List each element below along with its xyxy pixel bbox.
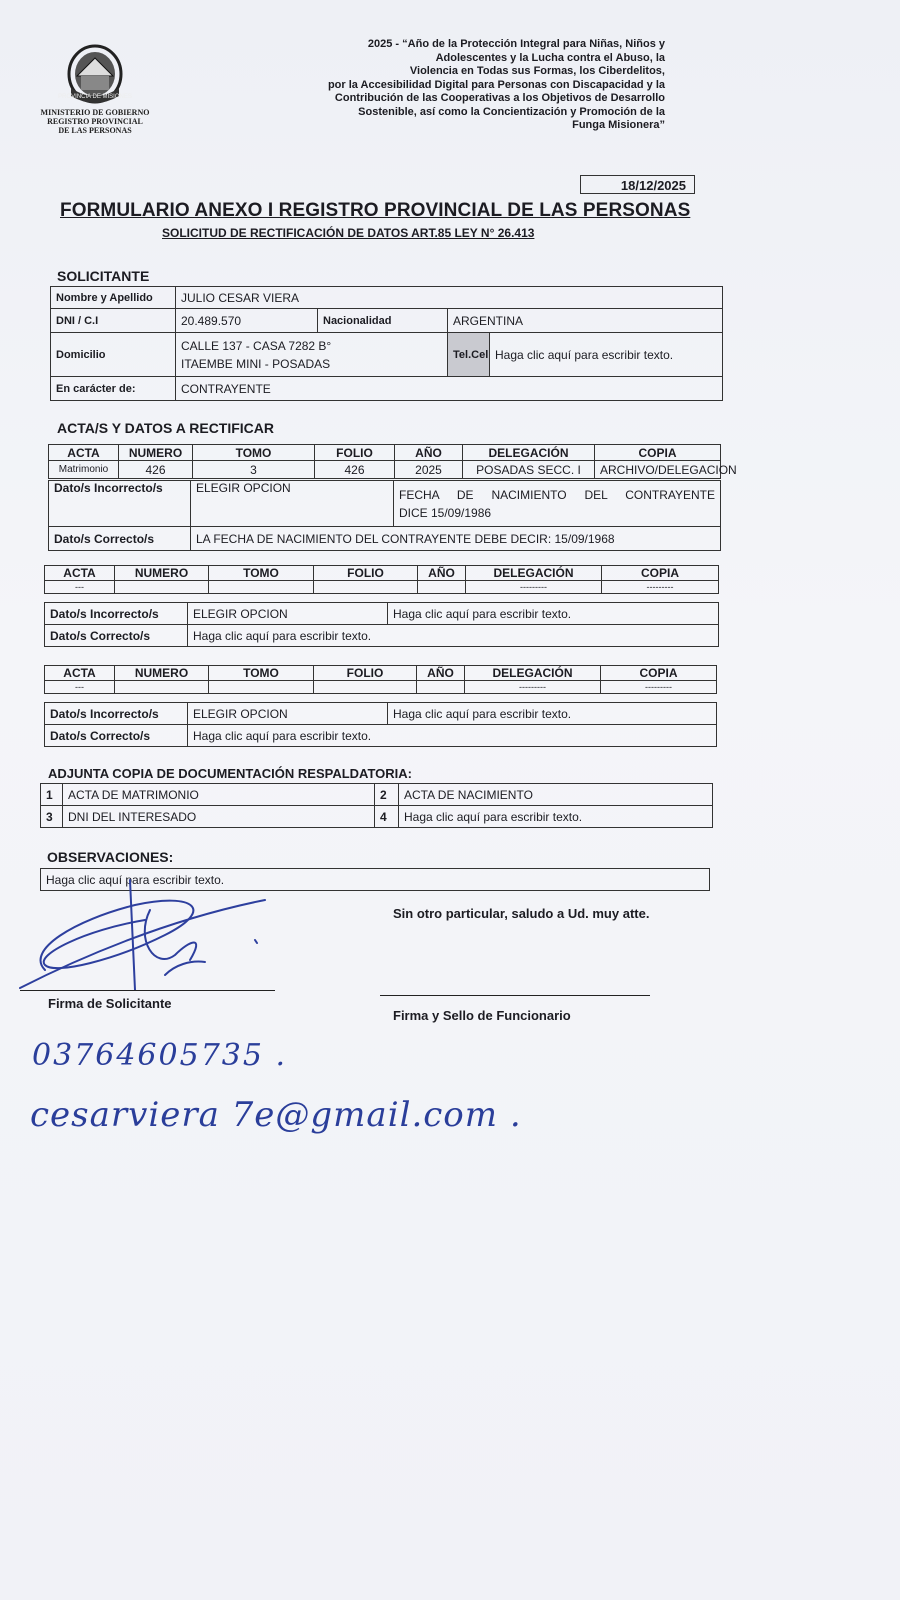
incorrect-data-field[interactable]: Haga clic aquí para escribir texto. xyxy=(388,603,719,625)
incorrect-data-label: Dato/s Incorrecto/s xyxy=(45,703,188,725)
option-dropdown[interactable]: ELEGIR OPCION xyxy=(188,603,388,625)
col-header-folio: FOLIO xyxy=(315,445,395,461)
attachment-field[interactable]: Haga clic aquí para escribir texto. xyxy=(399,806,713,828)
col-header-folio: FOLIO xyxy=(314,566,418,581)
acta-type-field[interactable]: --- xyxy=(45,681,115,694)
provincial-seal-icon xyxy=(58,42,132,108)
ministry-name-line2: REGISTRO PROVINCIAL xyxy=(47,117,143,126)
applicant-table xyxy=(50,286,723,401)
col-header-delegacion: DELEGACIÓN xyxy=(466,566,602,581)
col-header-anio: AÑO xyxy=(417,666,465,681)
certificate-data-table-3 xyxy=(44,702,717,747)
attachment-field[interactable]: ACTA DE MATRIMONIO xyxy=(63,784,375,806)
acta-number-field[interactable] xyxy=(115,581,209,594)
certificate-table-2 xyxy=(44,565,719,594)
incorrect-data-field[interactable]: Haga clic aquí para escribir texto. xyxy=(388,703,717,725)
role-label: En carácter de: xyxy=(51,377,176,401)
acta-copy-field[interactable]: --------- xyxy=(601,681,717,694)
handwritten-phone: 03764605735 . xyxy=(32,1038,288,1073)
nationality-label: Nacionalidad xyxy=(318,309,448,333)
official-signature-line xyxy=(380,995,650,996)
applicant-section-title: SOLICITANTE xyxy=(57,268,150,284)
acta-copy-field[interactable]: --------- xyxy=(602,581,719,594)
form-subtitle: SOLICITUD DE RECTIFICACIÓN DE DATOS ART.85 LEY N° 26.413 xyxy=(162,226,535,240)
acta-year-field[interactable] xyxy=(417,681,465,694)
name-field[interactable]: JULIO CESAR VIERA xyxy=(176,287,723,309)
acta-copy-field[interactable]: ARCHIVO/DELEGACION xyxy=(595,461,721,479)
acta-delegation-field[interactable]: POSADAS SECC. I xyxy=(463,461,595,479)
address-field[interactable] xyxy=(176,333,448,377)
correct-data-label: Dato/s Correcto/s xyxy=(45,725,188,747)
name-label: Nombre y Apellido xyxy=(51,287,176,309)
motto-line: Sostenible, así como la Concientización y Promoción de la xyxy=(358,105,665,118)
motto-line: Contribución de las Cooperativas a los Objetivos de Desarrollo xyxy=(334,92,665,104)
applicant-signature-line xyxy=(20,990,275,991)
col-header-acta: ACTA xyxy=(45,666,115,681)
col-header-numero: NUMERO xyxy=(115,566,209,581)
motto-line: Violencia en Todas sus Formas, los Ciberdelitos, xyxy=(409,65,665,77)
applicant-signature-label: Firma de Solicitante xyxy=(48,996,172,1011)
address-label: Domicilio xyxy=(51,333,176,377)
date-field[interactable]: 18/12/2025 xyxy=(580,175,695,194)
observations-section-title: OBSERVACIONES: xyxy=(47,849,174,865)
attachment-field[interactable]: DNI DEL INTERESADO xyxy=(63,806,375,828)
certificates-section-title: ACTA/S Y DATOS A RECTIFICAR xyxy=(57,420,275,436)
attachments-table xyxy=(40,783,713,828)
col-header-anio: AÑO xyxy=(395,445,463,461)
acta-year-field[interactable] xyxy=(418,581,466,594)
acta-delegation-field[interactable]: --------- xyxy=(465,681,601,694)
col-header-tomo: TOMO xyxy=(209,666,314,681)
official-signature-label: Firma y Sello de Funcionario xyxy=(393,1008,571,1023)
certificate-data-table-1 xyxy=(48,480,721,551)
acta-delegation-field[interactable]: --------- xyxy=(466,581,602,594)
year-motto xyxy=(300,38,665,133)
logo-text: PROVINCIA DE MISIONES xyxy=(58,94,132,100)
option-dropdown[interactable]: ELEGIR OPCION xyxy=(191,481,394,527)
correct-data-label: Dato/s Correcto/s xyxy=(45,625,188,647)
motto-line: 2025 - “Año de la Protección Integral para Niñas, Niños y xyxy=(367,38,665,50)
col-header-tomo: TOMO xyxy=(193,445,315,461)
col-header-copia: COPIA xyxy=(602,566,719,581)
col-header-numero: NUMERO xyxy=(115,666,209,681)
attachment-number: 3 xyxy=(41,806,63,828)
form-title: FORMULARIO ANEXO I REGISTRO PROVINCIAL DE LAS PERSONAS xyxy=(60,200,691,221)
acta-number-field[interactable] xyxy=(115,681,209,694)
dni-field[interactable]: 20.489.570 xyxy=(176,309,318,333)
attachment-number: 1 xyxy=(41,784,63,806)
acta-tomo-field[interactable]: 3 xyxy=(193,461,315,479)
acta-tomo-field[interactable] xyxy=(209,681,314,694)
col-header-copia: COPIA xyxy=(595,445,721,461)
certificate-table-1 xyxy=(48,444,737,479)
certificate-table-3 xyxy=(44,665,717,694)
acta-folio-field[interactable] xyxy=(314,681,417,694)
col-header-numero: NUMERO xyxy=(119,445,193,461)
motto-line: Funga Misionera” xyxy=(572,119,665,131)
correct-data-field[interactable]: Haga clic aquí para escribir texto. xyxy=(188,625,719,647)
observations-field[interactable]: Haga clic aquí para escribir texto. xyxy=(41,869,710,891)
ministry-name-line1: MINISTERIO DE GOBIERNO xyxy=(40,108,150,117)
col-header-delegacion: DELEGACIÓN xyxy=(465,666,601,681)
col-header-acta: ACTA xyxy=(45,566,115,581)
acta-year-field[interactable]: 2025 xyxy=(395,461,463,479)
certificate-data-table-2 xyxy=(44,602,719,647)
acta-type-field[interactable]: --- xyxy=(45,581,115,594)
col-header-folio: FOLIO xyxy=(314,666,417,681)
phone-field[interactable]: Haga clic aquí para escribir texto. xyxy=(490,333,723,377)
attachment-number: 2 xyxy=(375,784,399,806)
attachments-section-title: ADJUNTA COPIA DE DOCUMENTACIÓN RESPALDATORIA: xyxy=(48,766,412,781)
ministry-name-line3: DE LAS PERSONAS xyxy=(58,126,132,135)
acta-type-field[interactable]: Matrimonio xyxy=(49,461,119,479)
incorrect-data-field[interactable] xyxy=(394,481,721,527)
acta-tomo-field[interactable] xyxy=(209,581,314,594)
closing-text: Sin otro particular, saludo a Ud. muy atte. xyxy=(393,906,650,921)
incorrect-data-line: FECHA DE NACIMIENTO DEL CONTRAYENTE xyxy=(399,487,715,502)
motto-line: por la Accesibilidad Digital para Personas con Discapacidad y la xyxy=(327,78,665,91)
dni-label: DNI / C.I xyxy=(51,309,176,333)
nationality-field[interactable]: ARGENTINA xyxy=(448,309,723,333)
correct-data-label: Dato/s Correcto/s xyxy=(49,527,191,551)
handwritten-email: cesarviera 7e@gmail.com . xyxy=(30,1095,522,1135)
address-line: ITAEMBE MINI - POSADAS xyxy=(181,356,331,371)
ministry-logo-block xyxy=(30,42,160,135)
incorrect-data-label: Dato/s Incorrecto/s xyxy=(49,481,191,527)
correct-data-field[interactable]: LA FECHA DE NACIMIENTO DEL CONTRAYENTE DEBE DECIR: 15/09/1968 xyxy=(191,527,721,551)
attachment-field[interactable]: ACTA DE NACIMIENTO xyxy=(399,784,713,806)
col-header-tomo: TOMO xyxy=(209,566,314,581)
col-header-delegacion: DELEGACIÓN xyxy=(463,445,595,461)
motto-line: Adolescentes y la Lucha contra el Abuso, la xyxy=(435,51,665,64)
incorrect-data-label: Dato/s Incorrecto/s xyxy=(45,603,188,625)
option-dropdown[interactable]: ELEGIR OPCION xyxy=(188,703,388,725)
address-line: CALLE 137 - CASA 7282 B° xyxy=(181,338,332,353)
role-field[interactable]: CONTRAYENTE xyxy=(176,377,723,401)
acta-number-field[interactable]: 426 xyxy=(119,461,193,479)
attachment-number: 4 xyxy=(375,806,399,828)
acta-folio-field[interactable]: 426 xyxy=(315,461,395,479)
col-header-acta: ACTA xyxy=(49,445,119,461)
col-header-anio: AÑO xyxy=(418,566,466,581)
col-header-copia: COPIA xyxy=(601,666,717,681)
correct-data-field[interactable]: Haga clic aquí para escribir texto. xyxy=(188,725,717,747)
acta-folio-field[interactable] xyxy=(314,581,418,594)
phone-label: Tel.Cel xyxy=(448,333,490,377)
incorrect-data-line: DICE 15/09/1986 xyxy=(399,505,492,520)
